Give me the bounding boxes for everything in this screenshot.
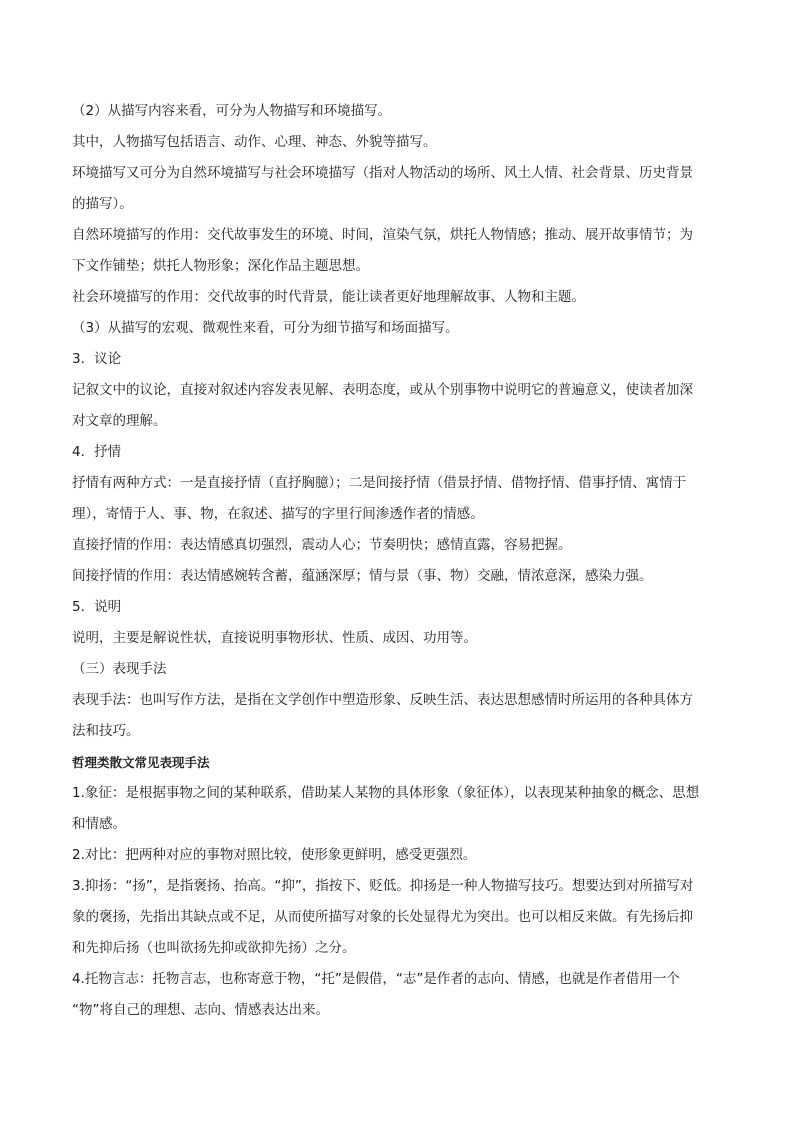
- section-heading: （三）表现手法: [72, 661, 167, 677]
- paragraph-line: 象的褒扬，先指出其缺点或不足，从而使所描写对象的长处显得尤为突出。也可以相反来做。有先扬后抑: [72, 909, 693, 925]
- paragraph-line: 抒情有两种方式：一是直接抒情（直抒胸臆）；二是间接抒情（借景抒情、借物抒情、借事抒情、寓情于: [72, 475, 687, 491]
- paragraph-line: 和情感。: [72, 816, 126, 832]
- section-heading: 5．说明: [72, 599, 122, 615]
- paragraph-line: 说明，主要是解说性状，直接说明事物形状、性质、成因、功用等。: [72, 630, 477, 646]
- bold-subheading: 哲理类散文常见表现手法: [72, 755, 210, 770]
- paragraph-line: 下文作铺垫；烘托人物形象；深化作品主题思想。: [72, 258, 369, 274]
- paragraph-line: 间接抒情的作用：表达情感婉转含蓄，蕴涵深厚；情与景（事、物）交融，情浓意深，感染力强。: [72, 568, 653, 584]
- paragraph-line: 理），寄情于人、事、物，在叙述、描写的字里行间渗透作者的情感。: [72, 506, 484, 522]
- paragraph-line: （3）从描写的宏观、微观性来看，可分为细节描写和场面描写。: [72, 320, 459, 336]
- section-heading: 3．议论: [72, 351, 122, 367]
- paragraph-line: （2）从描写内容来看，可分为人物描写和环境描写。: [72, 103, 392, 119]
- paragraph-line: “物”将自己的理想、志向、情感表达出来。: [72, 1002, 329, 1018]
- section-heading: 4．抒情: [72, 444, 122, 460]
- paragraph-line: 表现手法：也叫写作方法，是指在文学创作中塑造形象、反映生活、表达思想感情时所运用的各种具体方: [72, 692, 693, 708]
- paragraph-line: 自然环境描写的作用：交代故事发生的环境、时间，渲染气氛，烘托人物情感；推动、展开故事情节；为: [72, 227, 693, 243]
- document-body: [72, 96, 722, 1026]
- paragraph-line: 对文章的理解。: [72, 413, 167, 429]
- paragraph-line: 的描写）。: [72, 196, 133, 212]
- paragraph-line: 和先抑后扬（也叫欲扬先抑或欲抑先扬）之分。: [72, 940, 356, 956]
- paragraph-line: 1.象征：是根据事物之间的某种联系，借助某人某物的具体形象（象征体），以表现某种抽象的概念、思想: [72, 785, 700, 801]
- paragraph-line: 其中，人物描写包括语言、动作、心理、神态、外貌等描写。: [72, 134, 437, 150]
- paragraph-line: 4.托物言志：托物言志，也称寄意于物，“托”是假借，“志”是作者的志向、情感，也就是作者借用一个: [72, 971, 680, 987]
- paragraph-line: 直接抒情的作用：表达情感真切强烈，震动人心；节奏明快；感情直露，容易把握。: [72, 537, 572, 553]
- paragraph-line: 2.对比：把两种对应的事物对照比较，使形象更鲜明，感受更强烈。: [72, 847, 477, 863]
- paragraph-line: 环境描写又可分为自然环境描写与社会环境描写（指对人物活动的场所、风土人情、社会背景、历史背景: [72, 165, 693, 181]
- paragraph-line: 记叙文中的议论，直接对叙述内容发表见解、表明态度，或从个别事物中说明它的普遍意义，使读者加深: [72, 382, 693, 398]
- paragraph-line: 3.抑扬：“扬”，是指褒扬、抬高。“抑”，指按下、贬低。抑扬是一种人物描写技巧。想要达到对所描写对: [72, 878, 694, 894]
- paragraph-line: 社会环境描写的作用：交代故事的时代背景，能让读者更好地理解故事、人物和主题。: [72, 289, 585, 305]
- paragraph-line: 法和技巧。: [72, 723, 140, 739]
